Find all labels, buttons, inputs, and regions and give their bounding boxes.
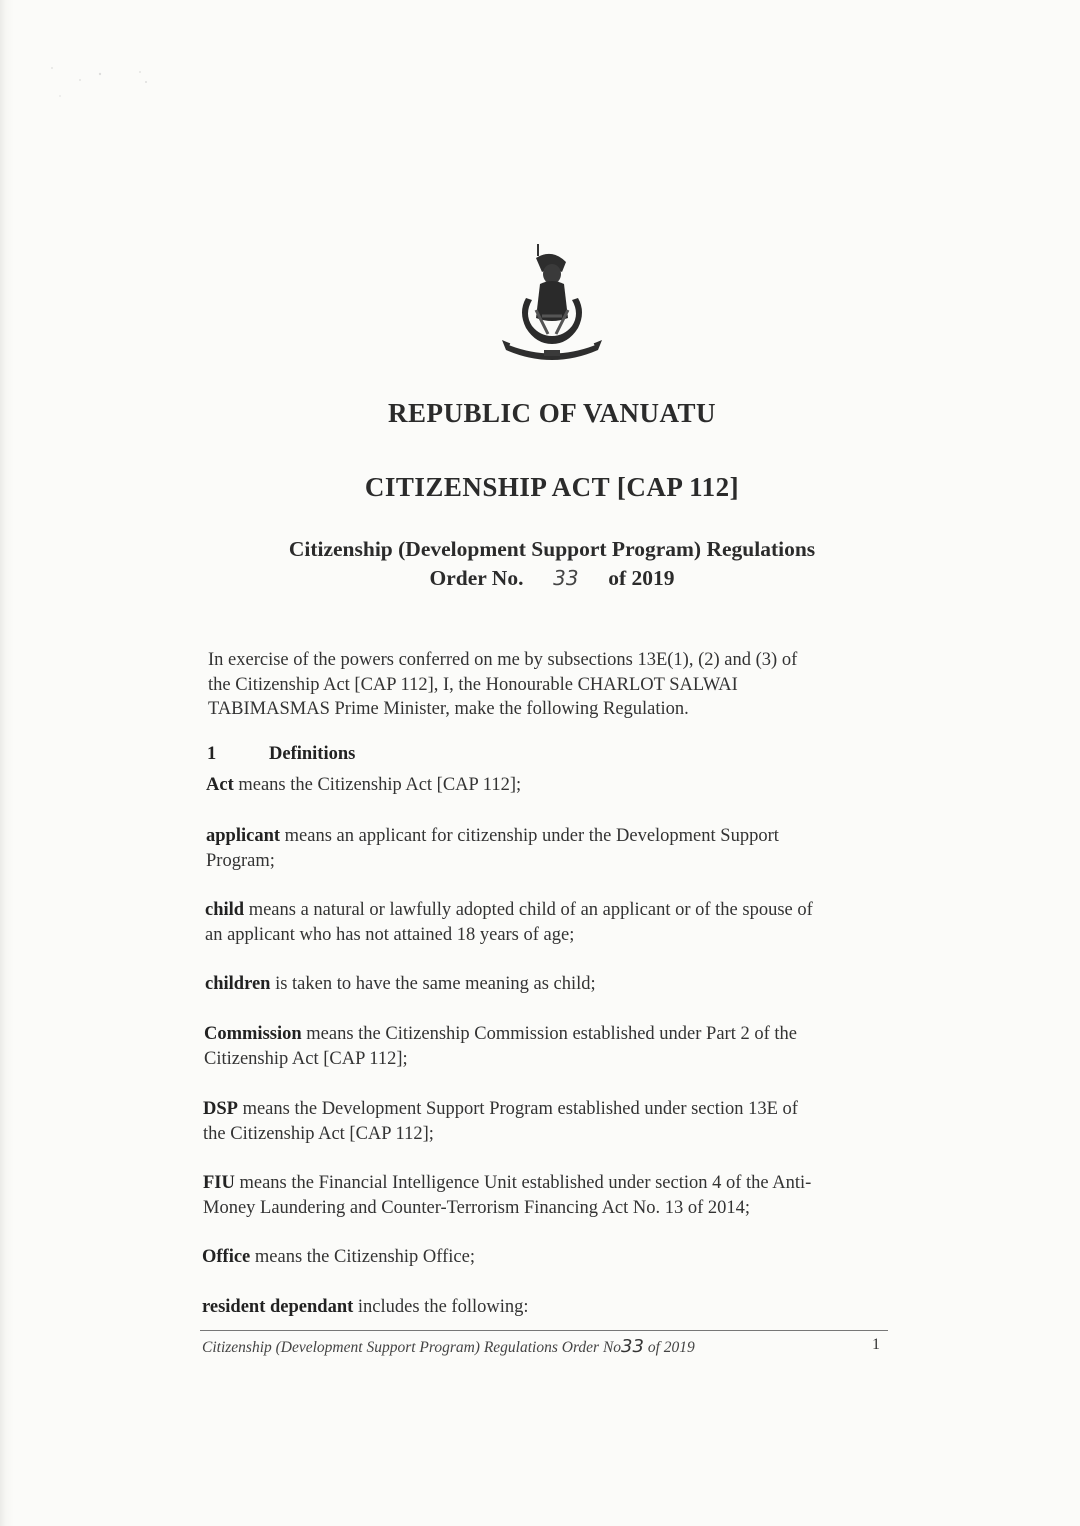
vanuatu-coat-of-arms-icon [496, 240, 608, 368]
definition-text: includes the following: [353, 1297, 529, 1317]
definition-text: means an applicant for citizenship under the Development Support [280, 826, 779, 846]
definition-text: Money Laundering and Counter-Terrorism Financing Act No. 13 of 2014; [203, 1197, 751, 1218]
scan-artifact [40, 60, 160, 120]
definition-text: Citizenship Act [CAP 112]; [204, 1048, 408, 1069]
preamble-line: TABIMASMAS Prime Minister, make the following Regulation. [208, 699, 689, 719]
definition-text: means the Citizenship Commission established under Part 2 of the [301, 1024, 797, 1044]
order-number-handwritten: 33 [553, 566, 579, 590]
page-number: 1 [872, 1336, 880, 1353]
definition-term: Act [206, 775, 234, 795]
section-title: Definitions [269, 744, 356, 764]
definition-term: Commission [204, 1024, 302, 1044]
definition-child [205, 898, 895, 947]
definition-resident-dependant [202, 1295, 892, 1320]
definition-term: child [205, 900, 245, 920]
definition-term: Office [202, 1247, 251, 1267]
definition-applicant [206, 824, 896, 873]
definition-text: an applicant who has not attained 18 years of age; [205, 924, 575, 945]
definition-text: the Citizenship Act [CAP 112]; [203, 1123, 434, 1144]
definition-term: DSP [203, 1099, 238, 1119]
preamble-paragraph [208, 648, 898, 722]
order-title [0, 566, 1080, 591]
definition-text: means the Citizenship Office; [250, 1247, 475, 1267]
order-prefix: Order No. [429, 566, 524, 590]
definition-dsp [203, 1097, 893, 1146]
definition-term: children [205, 974, 271, 994]
definition-fiu [203, 1171, 893, 1220]
definition-text: is taken to have the same meaning as child; [270, 974, 596, 994]
preamble-line: In exercise of the powers conferred on me by subsections 13E(1), (2) and (3) of [208, 650, 798, 670]
section-heading [207, 744, 355, 765]
republic-title: REPUBLIC OF VANUATU [387, 398, 717, 428]
definition-term: resident dependant [202, 1297, 354, 1317]
footer-citation [202, 1336, 695, 1357]
act-title: CITIZENSHIP ACT [CAP 112] [364, 472, 740, 502]
definition-term: FIU [203, 1173, 235, 1193]
definition-text: means the Development Support Program established under section 13E of [237, 1099, 798, 1119]
regulations-title: Citizenship (Development Support Program) Regulations [288, 537, 816, 561]
definition-office [202, 1245, 892, 1270]
definition-text: means the Financial Intelligence Unit established under section 4 of the Anti- [234, 1173, 812, 1193]
definition-text: Program; [206, 850, 275, 871]
definition-act [206, 773, 896, 798]
definition-text: means the Citizenship Act [CAP 112]; [233, 775, 522, 795]
footer-order-number: 33 [621, 1336, 644, 1357]
definition-children [205, 972, 895, 997]
preamble-line: the Citizenship Act [CAP 112], I, the Honourable CHARLOT SALWAI [208, 674, 738, 695]
section-number: 1 [207, 744, 217, 764]
footer-divider [200, 1330, 888, 1331]
definition-text: means a natural or lawfully adopted child of an applicant or of the spouse of [244, 900, 813, 920]
footer-suffix: of 2019 [643, 1339, 695, 1356]
order-suffix: of 2019 [608, 566, 675, 590]
footer-prefix: Citizenship (Development Support Program) Regulations Order No [202, 1339, 622, 1356]
definition-commission [204, 1022, 894, 1071]
definition-term: applicant [206, 826, 281, 846]
